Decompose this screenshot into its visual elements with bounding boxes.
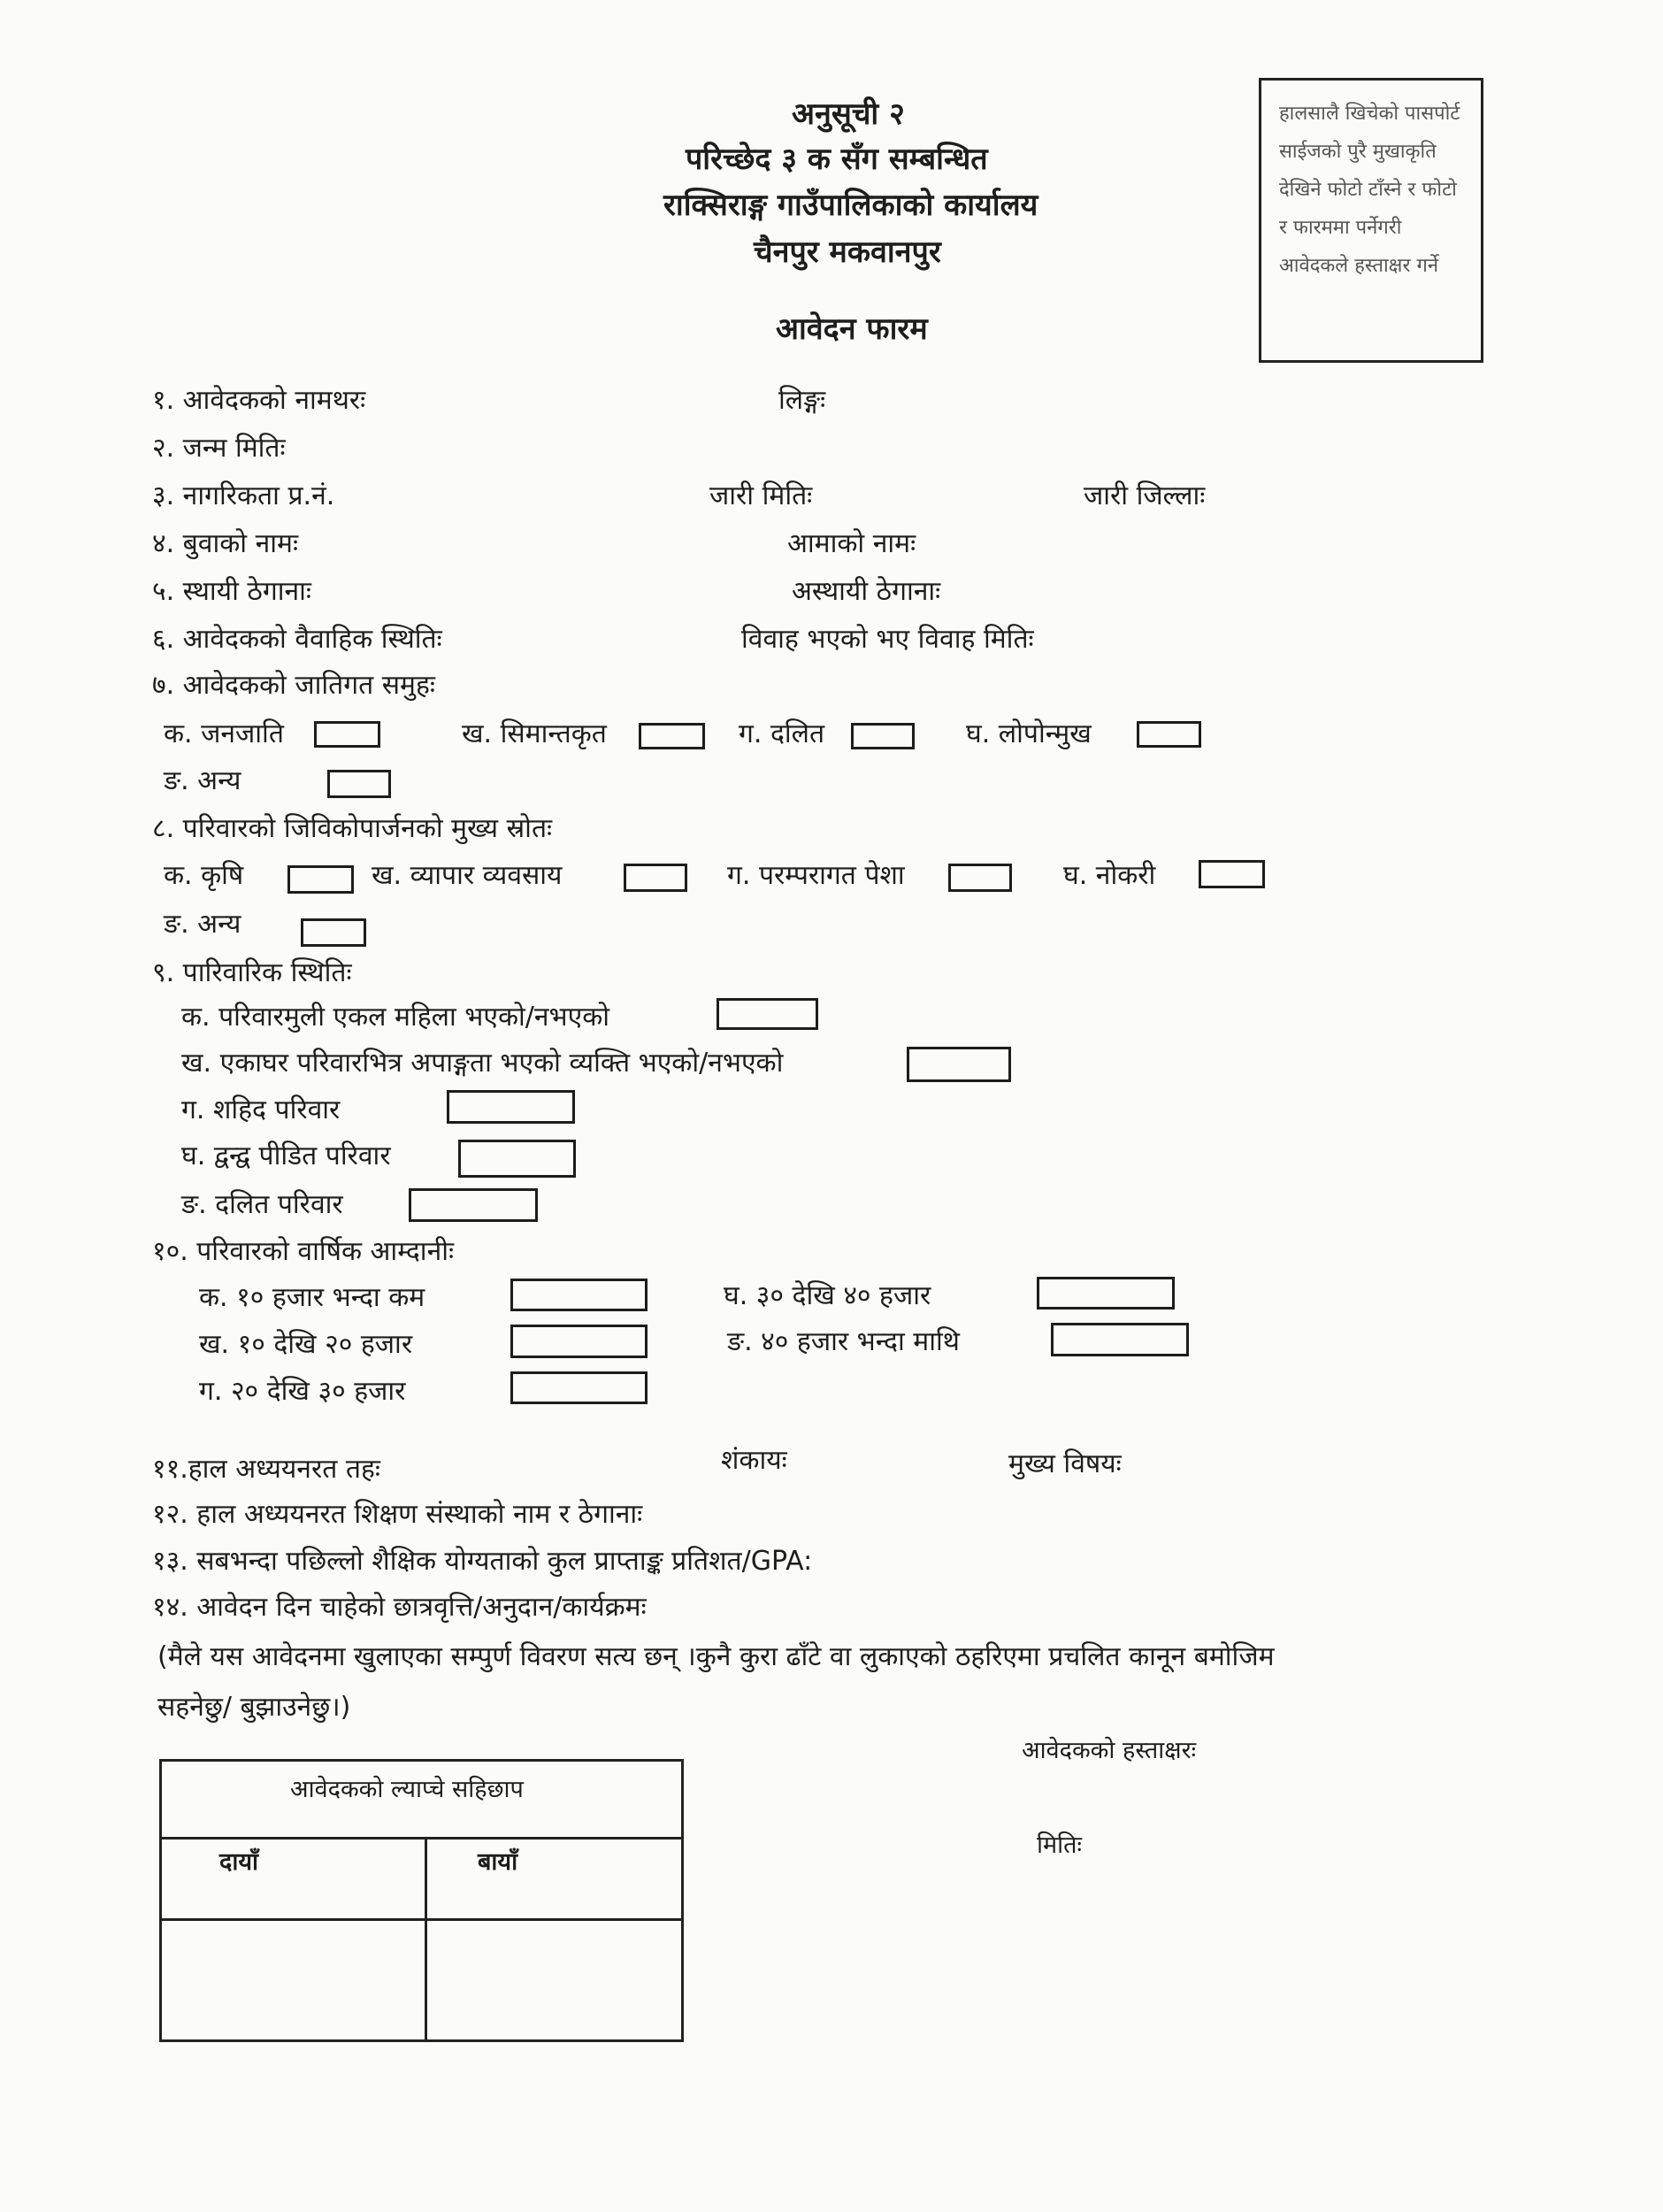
- income-30k-40k-checkbox[interactable]: [1037, 1277, 1175, 1310]
- form-title: आवेदन फारम: [776, 311, 928, 347]
- family-single-woman-checkbox[interactable]: [717, 998, 818, 1030]
- family-disability-label: ख. एकाघर परिवारभित्र अपाङ्गता भएको व्यक्ति भएको/नभएको: [181, 1048, 784, 1079]
- thumbprint-divider-middle: [162, 1918, 681, 1921]
- caste-janajati-label: क. जनजाति: [164, 718, 284, 749]
- income-10k-20k-label: ख. १० देखि २० हजार: [199, 1329, 413, 1360]
- income-title: १०. परिवारको वार्षिक आम्दानीः: [152, 1236, 455, 1267]
- study-gpa: १३. सबभन्दा पछिल्लो शैक्षिक योग्यताको कुल प्राप्ताङ्क प्रतिशत/GPA:: [152, 1546, 813, 1577]
- family-conflict-label: घ. द्वन्द्व पीडित परिवार: [181, 1141, 391, 1171]
- field-marital-status: ६. आवेदकको वैवाहिक स्थितिः: [152, 624, 442, 655]
- caste-marginalized-label: ख. सिमान्तकृत: [462, 718, 607, 749]
- family-martyr-label: ग. शहिद परिवार: [181, 1094, 341, 1125]
- field-permanent-address: ५. स्थायी ठेगानाः: [152, 576, 311, 607]
- address-heading: चैनपुर मकवानपुर: [754, 234, 941, 270]
- right-thumb-area[interactable]: [165, 1923, 421, 2036]
- livelihood-job-label: घ. नोकरी: [1063, 860, 1156, 891]
- thumbprint-divider-top: [162, 1837, 681, 1839]
- photo-instruction: हालसालै खिचेको पासपोर्ट साईजको पुरै मुखाकृति देखिने फोटो टाँस्ने र फोटो र फारममा पर्नेगरी आवेदकले हस्ताक्षर गर्ने: [1279, 103, 1460, 277]
- thumbprint-title: आवेदकको ल्याप्चे सहिछाप: [290, 1776, 524, 1803]
- caste-other-label: ङ. अन्य: [164, 765, 241, 796]
- livelihood-other-checkbox[interactable]: [301, 918, 366, 947]
- caste-other-checkbox[interactable]: [327, 770, 391, 798]
- family-conflict-checkbox[interactable]: [458, 1140, 576, 1178]
- family-dalit-label: ङ. दलित परिवार: [181, 1189, 343, 1220]
- livelihood-other-label: ङ. अन्य: [164, 909, 241, 940]
- income-above-40k-label: ङ. ४० हजार भन्दा माथि: [727, 1326, 960, 1357]
- family-status-title: ९. पारिवारिक स्थितिः: [152, 957, 352, 988]
- income-above-40k-checkbox[interactable]: [1051, 1323, 1189, 1356]
- caste-janajati-checkbox[interactable]: [314, 721, 380, 748]
- family-disability-checkbox[interactable]: [907, 1047, 1011, 1082]
- thumbprint-table: [159, 1759, 684, 2042]
- study-scholarship: १४. आवेदन दिन चाहेको छात्रवृत्ति/अनुदान/कार्यक्रमः: [152, 1592, 647, 1623]
- office-heading: राक्सिराङ्ग गाउँपालिकाको कार्यालय: [663, 188, 1038, 223]
- income-10k-20k-checkbox[interactable]: [510, 1325, 648, 1358]
- thumbprint-divider-vertical: [425, 1837, 427, 2039]
- income-20k-30k-label: ग. २० देखि ३० हजार: [199, 1376, 406, 1407]
- field-mother-name: आमाको नामः: [787, 528, 916, 559]
- declaration-line-1: (मैले यस आवेदनमा खुलाएका सम्पुर्ण विवरण सत्य छन् ।कुनै कुरा ढाँटे वा लुकाएको ठहरिएमा प्रचलित कानून बमोजिम: [157, 1641, 1275, 1672]
- study-faculty: शंकायः: [721, 1445, 787, 1476]
- livelihood-traditional-checkbox[interactable]: [948, 864, 1012, 892]
- field-citizenship: ३. नागरिकता प्र.नं.: [152, 480, 335, 511]
- study-subject: मुख्य विषयः: [1008, 1448, 1122, 1479]
- field-gender: लिङ्गः: [778, 385, 826, 416]
- livelihood-business-checkbox[interactable]: [624, 864, 687, 892]
- livelihood-traditional-label: ग. परम्परागत पेशा: [727, 860, 905, 891]
- thumbprint-left-label: बायाँ: [478, 1848, 518, 1876]
- livelihood-job-checkbox[interactable]: [1199, 860, 1265, 888]
- income-below-10k-label: क. १० हजार भन्दा कम: [199, 1282, 425, 1313]
- livelihood-agriculture-checkbox[interactable]: [287, 865, 354, 894]
- field-marriage-date: विवाह भएको भए विवाह मितिः: [741, 624, 1034, 655]
- field-issue-district: जारी जिल्लाः: [1084, 480, 1206, 511]
- caste-dalit-checkbox[interactable]: [851, 723, 915, 749]
- caste-endangered-label: घ. लोपोन्मुख: [966, 718, 1092, 749]
- thumbprint-right-label: दायाँ: [219, 1848, 258, 1876]
- applicant-signature-label: आवेदकको हस्ताक्षरः: [1022, 1737, 1197, 1764]
- income-20k-30k-checkbox[interactable]: [510, 1371, 648, 1404]
- caste-dalit-label: ग. दलित: [739, 718, 825, 749]
- signature-date-label: मितिः: [1037, 1832, 1082, 1859]
- field-dob: २. जन्म मितिः: [152, 433, 286, 464]
- chapter-heading: परिच्छेद ३ क सँग सम्बन्धित: [686, 142, 988, 177]
- declaration-line-2: सहनेछु/ बुझाउनेछु।): [157, 1692, 351, 1723]
- study-level: ११.हाल अध्ययनरत तहः: [152, 1454, 380, 1485]
- schedule-heading: अनुसूची २: [792, 96, 905, 132]
- field-caste-group: ७. आवेदकको जातिगत समुहः: [152, 670, 435, 701]
- family-martyr-checkbox[interactable]: [447, 1090, 575, 1124]
- study-institution: १२. हाल अध्ययनरत शिक्षण संस्थाको नाम र ठेगानाः: [152, 1499, 643, 1530]
- left-thumb-area[interactable]: [429, 1923, 678, 2036]
- income-below-10k-checkbox[interactable]: [510, 1279, 648, 1311]
- livelihood-agriculture-label: क. कृषि: [164, 860, 244, 891]
- photo-box[interactable]: [1259, 78, 1483, 363]
- livelihood-title: ८. परिवारको जिविकोपार्जनको मुख्य स्रोतः: [152, 813, 553, 844]
- field-temporary-address: अस्थायी ठेगानाः: [792, 576, 941, 607]
- field-father-name: ४. बुवाको नामः: [152, 528, 299, 559]
- caste-endangered-checkbox[interactable]: [1137, 721, 1201, 748]
- family-single-woman-label: क. परिवारमुली एकल महिला भएको/नभएको: [181, 1002, 610, 1033]
- field-applicant-name: १. आवेदकको नामथरः: [152, 385, 366, 416]
- income-30k-40k-label: घ. ३० देखि ४० हजार: [724, 1280, 931, 1311]
- caste-marginalized-checkbox[interactable]: [639, 723, 705, 749]
- field-issue-date: जारी मितिः: [709, 480, 813, 511]
- livelihood-business-label: ख. व्यापार व्यवसाय: [372, 860, 563, 891]
- family-dalit-checkbox[interactable]: [409, 1188, 538, 1222]
